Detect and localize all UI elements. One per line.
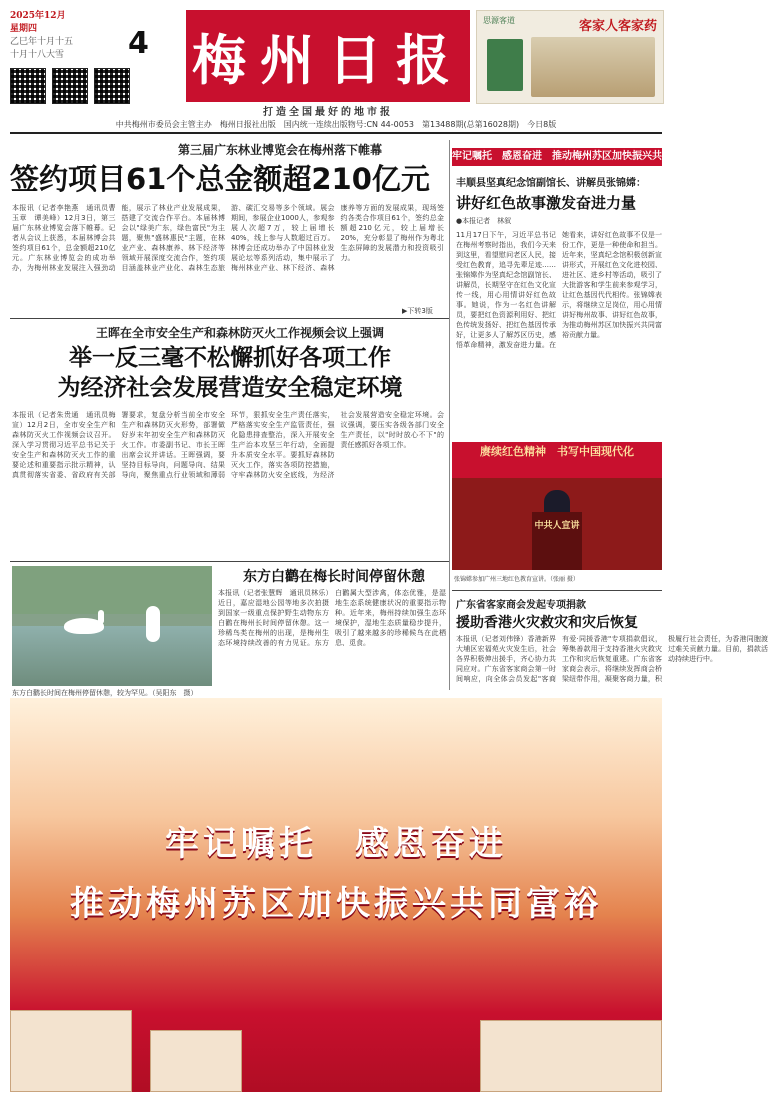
second-headline-line1[interactable]: 举一反三毫不松懈抓好各项工作 xyxy=(69,345,391,371)
date-lunar: 乙巳年十月十五 xyxy=(10,37,74,47)
lead-headline[interactable]: 签约项目61个总金额超210亿元 xyxy=(10,162,430,196)
building-illustration xyxy=(480,1020,662,1092)
day-number: 4 xyxy=(128,26,149,61)
second-headline-line2[interactable]: 为经济社会发展营造安全稳定环境 xyxy=(57,375,403,401)
header-divider xyxy=(10,132,662,134)
qr-code-icon[interactable] xyxy=(10,68,46,104)
relief-kicker: 广东省客家商会发起专项捐款 xyxy=(456,600,586,611)
building-illustration xyxy=(10,1010,132,1092)
podium-label: 中共人宣讲 xyxy=(534,521,580,531)
stork-body: 本报讯（记者张慧辉 通讯员林乐）近日，嘉应湿地公园等地多次拍摄到国家一级重点保护野生动物东方白鹳在梅州长时间停留休憩。这一珍稀鸟类在梅州的出现，是梅州生态环境持续改善的有力见证。东方白鹳属大型涉禽，体态优雅，是湿地生态系统健康状况的重要指示物种。近年来，梅州持续加强生态环境保护，湿地生态质量稳步提升，吸引了越来越多的珍稀候鸟在此栖息、觅食。 xyxy=(218,589,446,647)
stork-neck-icon xyxy=(98,610,104,624)
right-headline[interactable]: 讲好红色故事激发奋进力量 xyxy=(456,194,637,212)
date-year-month: 2025年12月 xyxy=(10,11,66,21)
divider xyxy=(10,318,450,319)
date-block xyxy=(10,10,120,62)
speaker-caption: 张锦嫦参加广州三地红色教育宣讲。（张丽 摄） xyxy=(454,576,579,583)
qr-code-icon[interactable] xyxy=(94,68,130,104)
newspaper-title: 梅州日报 xyxy=(192,27,464,92)
right-kicker: 丰顺县坚真纪念馆副馆长、讲解员张锦嫦： xyxy=(456,178,646,189)
second-kicker: 王晖在全市安全生产和森林防灭火工作视频会议上强调 xyxy=(95,326,384,340)
wetland-water xyxy=(12,626,212,686)
date-solar-term: 十月十八大雪 xyxy=(10,50,65,60)
speaker-photo xyxy=(452,442,662,570)
right-byline: ●本报记者 林叙 xyxy=(456,217,512,225)
divider xyxy=(10,561,450,562)
qr-code-icon[interactable] xyxy=(52,68,88,104)
relief-headline[interactable]: 援助香港火灾救灾和灾后恢复 xyxy=(456,615,638,631)
newspaper-logo xyxy=(186,10,470,102)
header-advertisement[interactable] xyxy=(476,10,664,104)
stork-caption: 东方白鹳长时间在梅州停留休憩，较为罕见。（吴阳东 摄） xyxy=(12,689,198,697)
date-weekday: 星期四 xyxy=(10,24,38,34)
ad-title: 客家人客家药 xyxy=(578,19,657,34)
banner-slogan-line1: 牢记嘱托 感恩奋进 xyxy=(165,824,507,864)
second-body: 本报讯（记者朱贵通 通讯员梅宣）12月2日，全市安全生产和森林防灭火工作视频会议召开。深入学习贯彻习近平总书记关于安全生产和森林防灭火工作的重要论述和重要指示批示精神，认真贯彻落实省委、省政府有关部署要求，复盘分析当前全市安全生产和森林防灭火形势，部署做好岁末年初安全生产和森林防灭火工作。市委副书记、市长王晖出席会议并讲话。王晖强调，要坚持目标导向，问题导向、结果导向，聚焦重点行业领域和薄弱环节，狠抓安全生产责任落实，严格落实安全生产监管责任，强化隐患排查整治，深入开展安全生产治本攻坚三年行动，全面提升本质安全水平。要抓好森林防灭火工作，落实各项防控措施，守牢森林防火安全底线，为经济社会发展营造安全稳定环境。会议强调，要压实各级各部门安全生产责任，以"时时放心不下"的责任感抓好各项工作。 xyxy=(12,411,444,479)
lead-body: 本报讯（记者李艳燕 通讯员曹玉章 谭美峰）12月3日，第三届广东林业博览会落下帷幕。记者从会议上获悉，本届林博会共签约项目61个，总金额超210亿元。广东林业博览会的成功举办，为梅州林业发展注入强劲动能，展示了林业产业发展成果，搭建了交流合作平台。本届林博会以"绿美广东，绿色富民"为主题，聚焦"盛林惠民"主题，在林业产业、森林康养、林下经济等领域开展深度交流合作，签约项目涵盖林业产业化、森林生态旅游、碳汇交易等多个领域。展会期间，参展企业1000人，参观参展人次超7万，较上届增长40%，线上参与人数超过百万。林博会还成功举办了中国林业发展论坛等系列活动，集中展示了梅州林业产业、林下经济、森林康养等方面的发展成果，现场签约各类合作项目61个，签约总金额超210亿元，较上届增长20%，充分彰显了梅州作为粤北生态屏障的发展潜力和投资吸引力。 xyxy=(12,204,444,272)
relief-body: 本报讯（记者刘伟锋）香港新界大埔区宏福苑火灾发生后，社会各界积极伸出援手，齐心协力共同应对。广东省客家商会第一时间响应，向全体会员发起"客商有爱·同援香港"专项捐款倡议，筹集善款用于支持香港火灾救灾工作和灾后恢复重建。广东省客家商会表示，将继续发挥商会桥梁纽带作用，凝聚客商力量，积极履行社会责任，为香港同胞渡过难关贡献力量。目前，捐款活动持续进行中。 xyxy=(456,635,768,683)
newspaper-slogan: 打造全国最好的地市报 xyxy=(263,107,393,118)
building-illustration xyxy=(150,1030,242,1092)
banner-slogan-line2: 推动梅州苏区加快振兴共同富裕 xyxy=(70,884,602,924)
stork-photo xyxy=(12,566,212,686)
stork-bird-icon xyxy=(146,606,160,642)
right-body: 11月17日下午，习近平总书记在梅州考察时指出，我们今天来到这里，看望慰问老区人民，接受红色教育，追寻先辈足迹……张锦嫦作为坚真纪念馆副馆长、讲解员，长期坚守在红色文化宣传一线，用心用情讲好红色故事。她说，作为一名红色讲解员，要把红色资源利用好、把红色传统发扬好、把红色基因传承好，让更多人了解苏区历史，感悟革命精神，激发奋进力量。在她看来，讲好红色故事不仅是一份工作，更是一种使命和担当。近年来，坚真纪念馆积极创新宣讲形式，开展红色文化进校园、进社区、进乡村等活动，吸引了大批游客和学生前来参观学习，让红色基因代代相传。张锦嫦表示，将继续立足岗位，用心用情讲好梅州故事、讲好红色故事，为推动梅州苏区加快振兴共同富裕贡献力量。 xyxy=(456,231,662,349)
masthead-date-block xyxy=(10,10,180,106)
section-banner: 牢记嘱托 感恩奋进 推动梅州苏区加快振兴共同富裕 xyxy=(452,148,662,166)
column-divider xyxy=(449,140,450,690)
promo-banner[interactable] xyxy=(10,698,662,1092)
qr-codes xyxy=(10,68,130,104)
event-backdrop-text: 赓续红色精神 书写中国现代化 xyxy=(452,442,662,478)
publication-info: 中共梅州市委员会主管主办 梅州日报社出版 国内统一连续出版物号:CN 44-0053 第13488期(总第16028期) 今日8版 xyxy=(115,120,557,129)
stork-headline[interactable]: 东方白鹳在梅长时间停留休憩 xyxy=(243,569,425,585)
ad-photo xyxy=(531,37,655,97)
lead-kicker: 第三届广东林业博览会在梅州落下帷幕 xyxy=(177,143,382,157)
continued-marker[interactable]: ▶下转3版 xyxy=(402,307,433,315)
product-box-image xyxy=(487,39,523,91)
ad-brand: 思源客道 xyxy=(483,16,515,25)
divider xyxy=(452,590,662,591)
